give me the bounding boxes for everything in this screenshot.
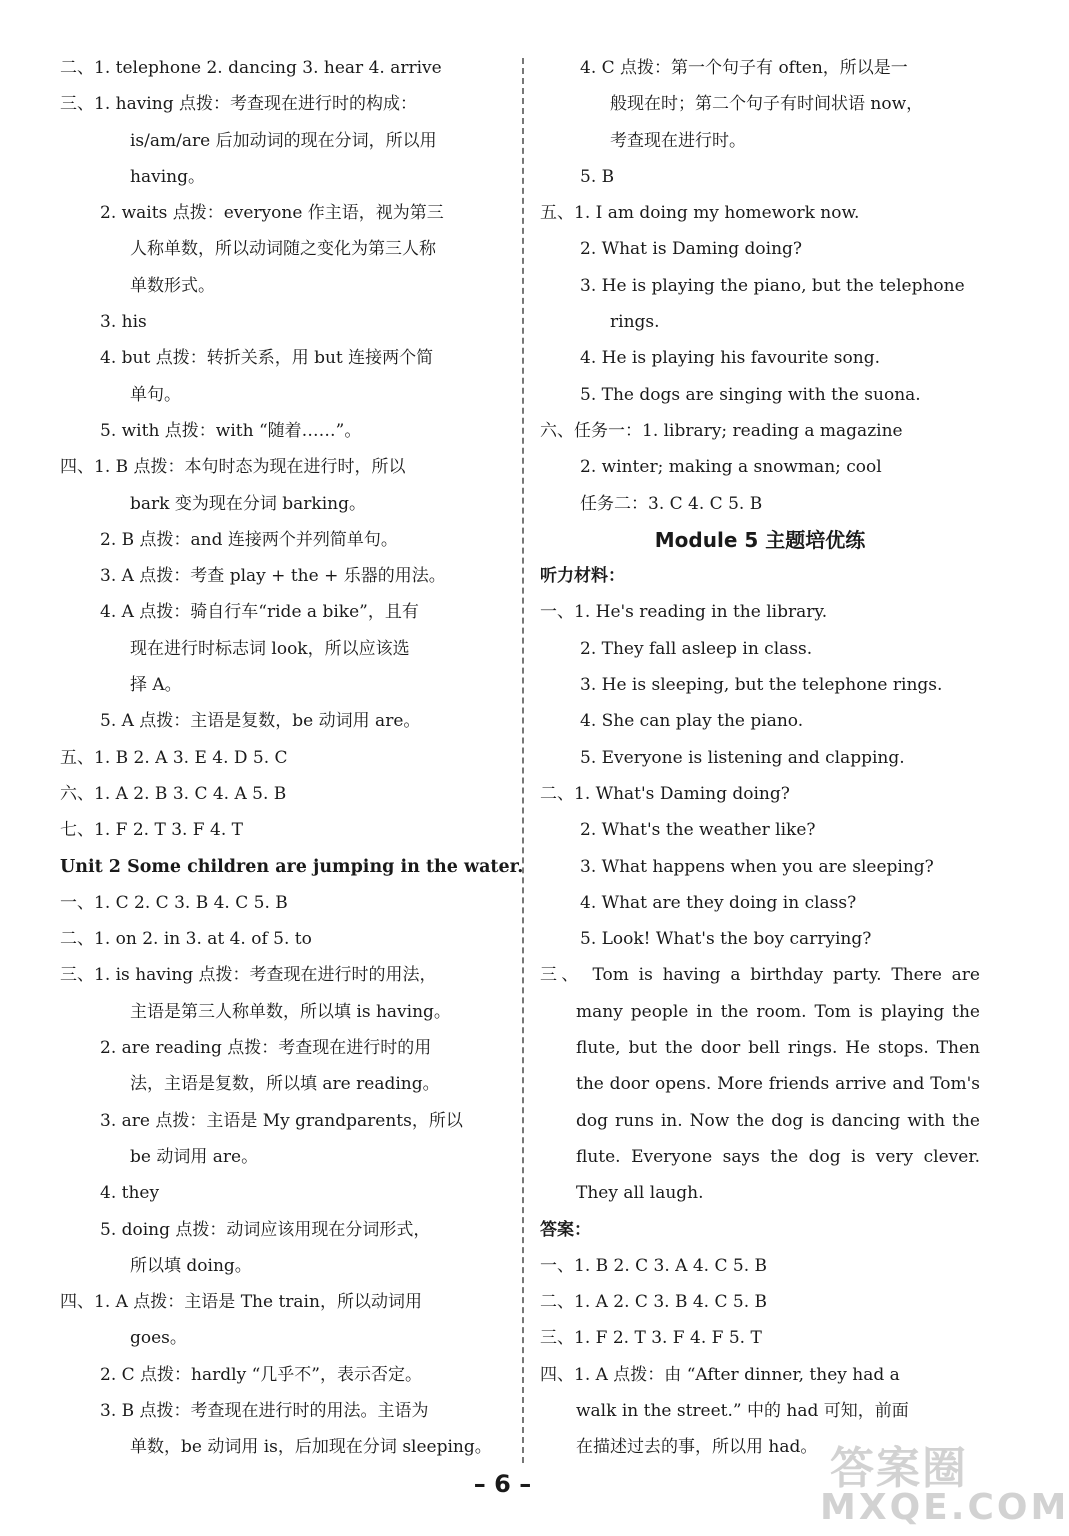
right-column bbox=[540, 50, 980, 1466]
text-line: 六、任务一：1. library; reading a magazine bbox=[540, 420, 903, 441]
text-line: bark 变为现在分词 barking。 bbox=[130, 493, 366, 514]
text-line: 单数，be 动词用 is，后加现在分词 sleeping。 bbox=[130, 1437, 492, 1458]
text-line: rings. bbox=[610, 312, 660, 333]
text-line: 3. A 点拨：考查 play + the + 乐器的用法。 bbox=[100, 566, 446, 587]
text-line: 答案： bbox=[540, 1219, 591, 1240]
watermark-text: 答案圈 bbox=[830, 1443, 968, 1494]
text-line: 5. The dogs are singing with the suona. bbox=[580, 384, 921, 405]
text-line: 人称单数，所以动词随之变化为第三人称 bbox=[130, 239, 436, 260]
text-line: 5. Look! What's the boy carrying? bbox=[580, 929, 872, 950]
text-line: goes。 bbox=[130, 1328, 187, 1349]
page-number: – 6 – bbox=[473, 1470, 532, 1498]
text-line: 2. are reading 点拨：考查现在进行时的用 bbox=[100, 1038, 432, 1059]
text-line: 2. winter; making a snowman; cool bbox=[580, 457, 882, 478]
text-line: flute, but the door bell rings. He stops. Then bbox=[576, 1038, 980, 1059]
column-divider bbox=[522, 58, 524, 1463]
text-line: 任务二：3. C 4. C 5. B bbox=[580, 493, 763, 514]
text-line: 法，主语是复数，所以填 are reading。 bbox=[130, 1074, 440, 1095]
text-line: 四、1. A 点拨：主语是 The train，所以动词用 bbox=[60, 1292, 422, 1313]
text-line: 3. He is playing the piano, but the telephone bbox=[580, 275, 965, 296]
text-line: Unit 2 Some children are jumping in the water. bbox=[60, 856, 524, 877]
text-line: 二、1. telephone 2. dancing 3. hear 4. arrive bbox=[60, 58, 442, 78]
text-line: 五、1. B 2. A 3. E 4. D 5. C bbox=[60, 747, 288, 768]
text-line: 3. are 点拨：主语是 My grandparents，所以 bbox=[100, 1110, 463, 1131]
text-line: 2. C 点拨：hardly “几乎不”，表示否定。 bbox=[100, 1364, 422, 1385]
text-line: 4. What are they doing in class? bbox=[580, 892, 857, 913]
text-line: 3. B 点拨：考查现在进行时的用法。主语为 bbox=[100, 1400, 429, 1421]
text-line: 所以填 doing。 bbox=[130, 1255, 252, 1276]
text-line: 2. waits 点拨：everyone 作主语，视为第三 bbox=[100, 203, 444, 224]
text-line: 二、1. What's Daming doing? bbox=[540, 783, 790, 804]
text-line: 2. They fall asleep in class. bbox=[580, 638, 813, 659]
text-line: 三、1. F 2. T 3. F 4. F 5. T bbox=[540, 1328, 762, 1349]
text-line: 4. but 点拨：转折关系，用 but 连接两个简 bbox=[100, 348, 434, 369]
text-line: 三、1. is having 点拨：考查现在进行时的用法， bbox=[60, 965, 437, 986]
text-line: 5. A 点拨：主语是复数，be 动词用 are。 bbox=[100, 711, 421, 732]
text-line: 4. She can play the piano. bbox=[580, 711, 804, 732]
text-line: be 动词用 are。 bbox=[130, 1146, 259, 1167]
text-line: 4. A 点拨：骑自行车“ride a bike”，且有 bbox=[100, 602, 419, 623]
text-line: 主语是第三人称单数，所以填 is having。 bbox=[130, 1001, 451, 1022]
text-line: 二、1. on 2. in 3. at 4. of 5. to bbox=[60, 929, 312, 950]
text-line: 2. B 点拨：and 连接两个并列简单句。 bbox=[100, 529, 398, 550]
text-line: 考查现在进行时。 bbox=[610, 130, 746, 151]
text-line: 3. He is sleeping, but the telephone rings. bbox=[580, 675, 943, 696]
watermark-url: MXQE.COM bbox=[820, 1487, 1069, 1528]
text-line: 5. doing 点拨：动词应该用现在分词形式， bbox=[100, 1219, 431, 1240]
text-line: having。 bbox=[130, 166, 205, 187]
text-line: 现在进行时标志词 look，所以应该选 bbox=[130, 638, 410, 659]
text-line: 单数形式。 bbox=[130, 275, 215, 296]
text-line: the door opens. More friends arrive and Tom's bbox=[576, 1074, 980, 1095]
text-line: 3. What happens when you are sleeping? bbox=[580, 856, 934, 877]
text-line: They all laugh. bbox=[576, 1183, 704, 1204]
text-line: 三、1. having 点拨：考查现在进行时的构成： bbox=[60, 94, 417, 115]
text-line: 四、1. B 点拨：本句时态为现在进行时，所以 bbox=[60, 457, 406, 478]
text-line: 听力材料： bbox=[540, 566, 625, 587]
text-line: 七、1. F 2. T 3. F 4. T bbox=[60, 820, 243, 841]
text-line: walk in the street.” 中的 had 可知，前面 bbox=[576, 1400, 909, 1421]
text-line: 5. with 点拨：with “随着……”。 bbox=[100, 420, 362, 441]
text-line: 5. B bbox=[580, 166, 615, 187]
text-line: 4. they bbox=[100, 1183, 160, 1204]
text-line: 般现在时；第二个句子有时间状语 now， bbox=[610, 94, 924, 115]
text-line: dog runs in. Now the dog is dancing with the bbox=[576, 1110, 980, 1131]
text-line: 一、1. He's reading in the library. bbox=[540, 602, 828, 623]
text-line: 一、1. B 2. C 3. A 4. C 5. B bbox=[540, 1255, 768, 1276]
text-line: 二、1. A 2. C 3. B 4. C 5. B bbox=[540, 1292, 768, 1313]
text-line: 4. C 点拨：第一个句子有 often，所以是一 bbox=[580, 58, 908, 78]
watermark-logo bbox=[800, 1432, 1069, 1532]
text-line: 择 A。 bbox=[130, 675, 182, 696]
text-line: 5. Everyone is listening and clapping. bbox=[580, 747, 905, 768]
text-line: flute. Everyone says the dog is very clever. bbox=[576, 1146, 980, 1167]
text-line: 3. his bbox=[100, 312, 147, 333]
text-line: 四、1. A 点拨：由 “After dinner, they had a bbox=[540, 1364, 900, 1385]
text-line: many people in the room. Tom is playing the bbox=[576, 1001, 980, 1022]
text-line: 六、1. A 2. B 3. C 4. A 5. B bbox=[60, 783, 287, 804]
text-line: Module 5 主题培优练 bbox=[654, 527, 866, 552]
text-line: 2. What's the weather like? bbox=[580, 820, 816, 841]
text-line: 单句。 bbox=[130, 384, 181, 405]
text-line: 在描述过去的事，所以用 had。 bbox=[576, 1437, 818, 1458]
text-line: 三、 Tom is having a birthday party. There are bbox=[540, 965, 980, 986]
text-line: 2. What is Daming doing? bbox=[580, 239, 803, 260]
text-line: 4. He is playing his favourite song. bbox=[580, 348, 880, 369]
left-column bbox=[60, 50, 524, 1466]
text-line: 一、1. C 2. C 3. B 4. C 5. B bbox=[60, 892, 288, 913]
text-line: is/am/are 后加动词的现在分词，所以用 bbox=[130, 130, 437, 151]
text-line: 五、1. I am doing my homework now. bbox=[540, 203, 860, 224]
